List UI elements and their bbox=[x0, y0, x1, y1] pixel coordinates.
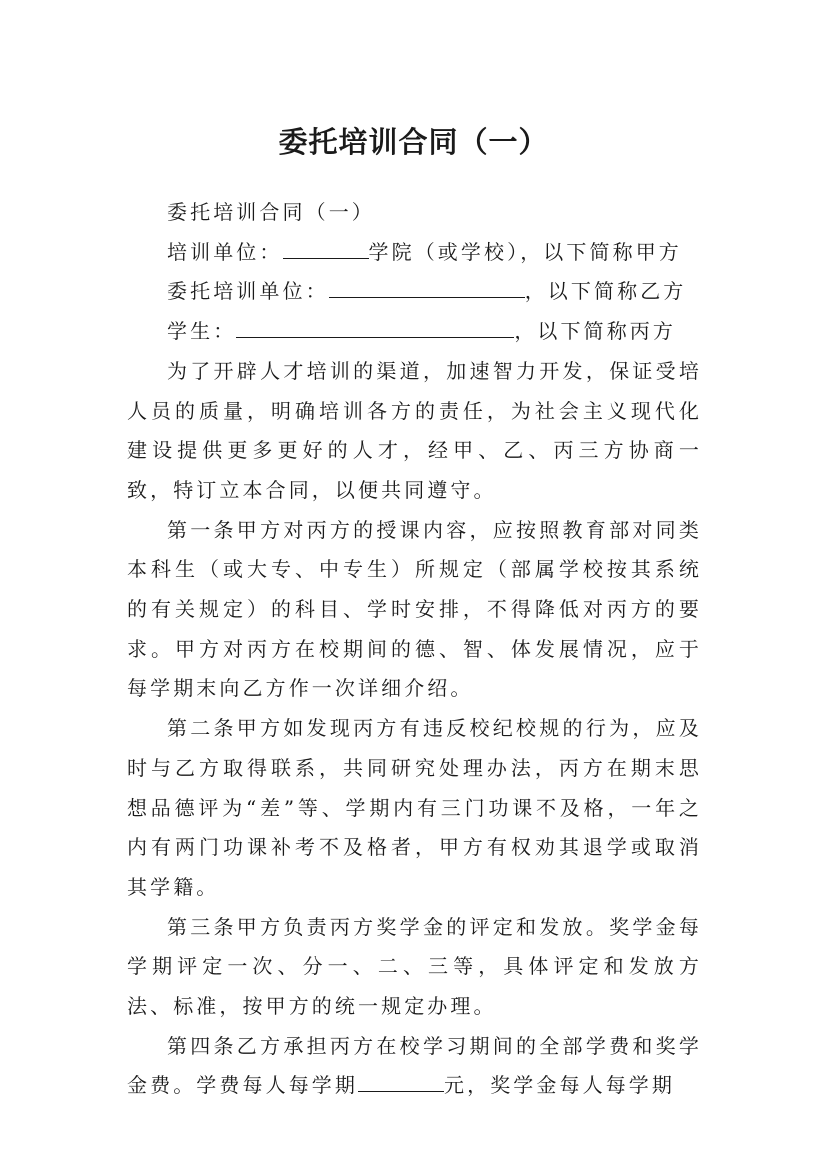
party-b-line bbox=[127, 272, 702, 312]
tuition-amount-blank bbox=[358, 1073, 444, 1092]
article-4-prefix: 第四条乙方承担丙方在校学习期间的全部学费和奖学金费。学费每人每学期 bbox=[127, 1033, 702, 1098]
party-b-suffix: ，以下简称乙方 bbox=[524, 279, 687, 304]
party-b-label: 委托培训单位： bbox=[167, 279, 329, 304]
intro-heading: 委托培训合同（一） bbox=[167, 200, 375, 224]
article-4-suffix: 元，奖学金每人每学期 bbox=[444, 1073, 675, 1098]
party-a-suffix: 学院（或学校），以下简称甲方 bbox=[368, 239, 682, 264]
party-b-blank bbox=[329, 279, 525, 298]
party-c-label: 学生： bbox=[167, 319, 237, 344]
article-2-paragraph: 第二条甲方如发现丙方有违反校纪校规的行为，应及时与乙方取得联系，共同研究处理办法，丙方在期末思想品德评为“差”等、学期内有三门功课不及格，一年之内有两门功课补考不及格者，甲方有权劝其退学或取消其学籍。 bbox=[127, 716, 702, 899]
document-body bbox=[127, 193, 702, 1106]
party-c-suffix: ，以下简称丙方 bbox=[514, 319, 677, 344]
party-a-line bbox=[127, 233, 702, 273]
document-title: 委托培训合同（一） bbox=[278, 125, 549, 160]
preamble-paragraph: 为了开辟人才培训的渠道，加速智力开发，保证受培人员的质量，明确培训各方的责任，为社会主义现代化建设提供更多更好的人才，经甲、乙、丙三方协商一致，特订立本合同，以便共同遵守。 bbox=[127, 358, 702, 502]
article-3-paragraph: 第三条甲方负责丙方奖学金的评定和发放。奖学金每学期评定一次、分一、二、三等，具体评定和发放方法、标准，按甲方的统一规定办理。 bbox=[127, 914, 702, 1019]
party-a-blank bbox=[283, 240, 369, 259]
party-a-label: 培训单位： bbox=[167, 239, 283, 264]
article-4-paragraph bbox=[127, 1027, 702, 1106]
party-c-blank bbox=[236, 319, 514, 338]
article-1-paragraph: 第一条甲方对丙方的授课内容，应按照教育部对同类本科生（或大专、中专生）所规定（部属学校按其系统的有关规定）的科目、学时安排，不得降低对丙方的要求。甲方对丙方在校期间的德、智、体发展情况，应于每学期末向乙方作一次详细介绍。 bbox=[127, 517, 702, 701]
party-c-line bbox=[127, 312, 702, 352]
